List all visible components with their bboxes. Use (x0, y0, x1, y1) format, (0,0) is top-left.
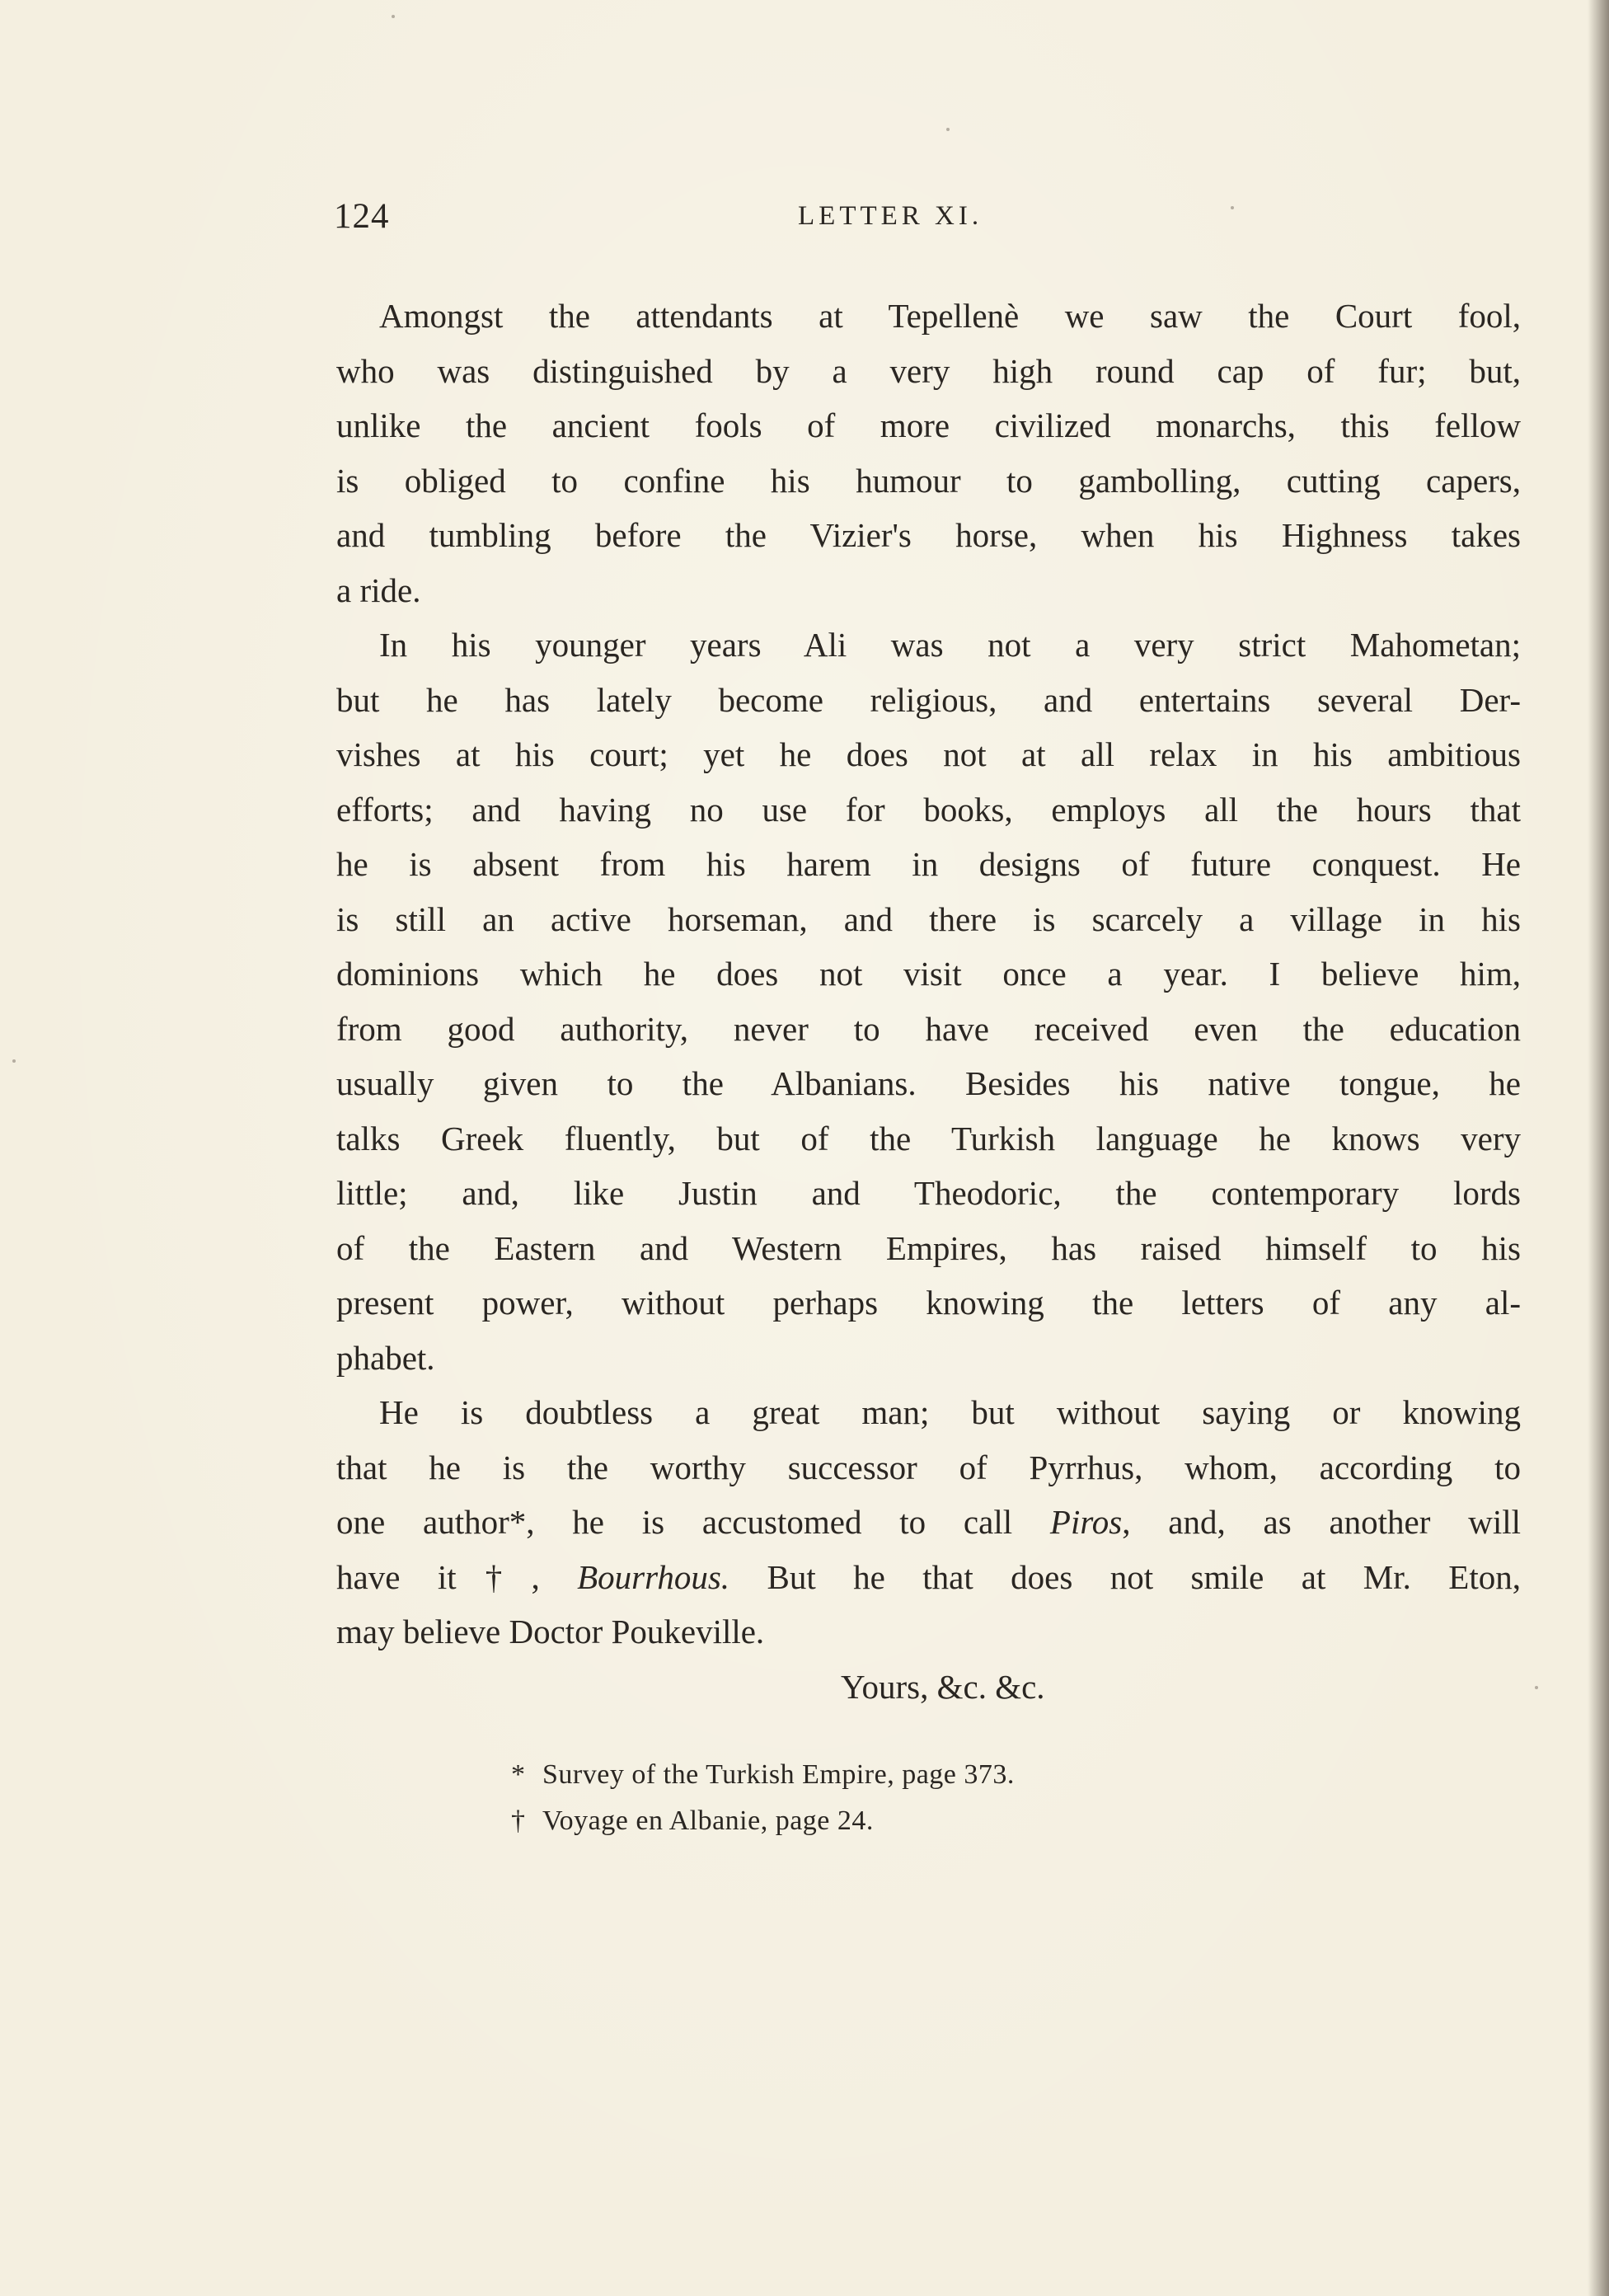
paper-speck (1535, 1686, 1538, 1689)
footnote-text: Survey of the Turkish Empire, page 373. (542, 1759, 1015, 1790)
text-line: unlike the ancient fools of more civilized monarchs, this fellow (336, 406, 1521, 444)
text-line: efforts; and having no use for books, employs all the hours that (336, 790, 1521, 829)
text-run: , and, as another will (1122, 1503, 1521, 1541)
footnote-mark: * (511, 1759, 526, 1790)
paper-speck (1231, 206, 1234, 209)
text-run: have it†, (336, 1557, 540, 1596)
text-line: but he has lately become religious, and entertains several Der- (336, 680, 1521, 719)
text-line: present power, without perhaps knowing the letters of any al- (336, 1284, 1521, 1322)
text-line (336, 1495, 1521, 1550)
footnote (511, 1752, 1335, 1798)
text-line: of the Eastern and Western Empires, has raised himself to his (336, 1228, 1521, 1267)
footnote-mark: † (511, 1805, 526, 1836)
footnote-text: Voyage en Albanie, page 24. (542, 1805, 874, 1836)
running-head: LETTER XI. (798, 201, 983, 231)
text-line: usually given to the Albanians. Besides his native tongue, he (336, 1064, 1521, 1102)
italic-name: Piros (1049, 1503, 1123, 1541)
footnote (511, 1798, 1335, 1844)
text-line: who was distinguished by a very high round cap of fur; but, (336, 351, 1521, 390)
text-run: one author*, he is accustomed to call (336, 1503, 1013, 1541)
text-line: from good authority, never to have received even the education (336, 1009, 1521, 1048)
text-line: and tumbling before the Vizier's horse, when his Highness takes (336, 516, 1521, 554)
paper-speck (946, 128, 950, 131)
text-line: is still an active horseman, and there is scarcely a village in his (336, 899, 1521, 938)
italic-name: Bourrhous. (577, 1557, 730, 1596)
text-run: But he that does not smile at Mr. Eton, (729, 1557, 1521, 1596)
text-line: is obliged to confine his humour to gambolling, cutting capers, (336, 461, 1521, 500)
text-line: vishes at his court; yet he does not at all relax in his ambitious (336, 735, 1521, 773)
text-line: may believe Doctor Poukeville. (336, 1613, 765, 1650)
text-line: He is doubtless a great man; but without saying or knowing (379, 1393, 1521, 1431)
paper-speck (12, 1059, 16, 1063)
text-line: he is absent from his harem in designs of future conquest. He (336, 845, 1521, 883)
paper-speck (392, 15, 395, 18)
text-line: dominions which he does not visit once a year. I believe him, (336, 955, 1521, 993)
body-text (336, 289, 1521, 1714)
text-line: talks Greek fluently, but of the Turkish language he knows very (336, 1119, 1521, 1157)
text-line: In his younger years Ali was not a very strict Mahometan; (379, 626, 1521, 664)
page-header (334, 196, 1521, 254)
text-line: phabet. (336, 1338, 435, 1377)
page-edge-shadow (1588, 0, 1609, 2296)
page-number: 124 (334, 197, 390, 236)
text-line: little; and, like Justin and Theodoric, the contemporary lords (336, 1174, 1521, 1212)
text-line (336, 1550, 1521, 1605)
text-line: that he is the worthy successor of Pyrrhus, whom, according to (336, 1448, 1521, 1486)
footnotes (511, 1752, 1335, 1844)
text-line: a ride. (336, 570, 421, 609)
text-line: Amongst the attendants at Tepellenè we saw the Court fool, (379, 297, 1521, 335)
signature-line: Yours, &c. &c. (841, 1667, 1045, 1706)
